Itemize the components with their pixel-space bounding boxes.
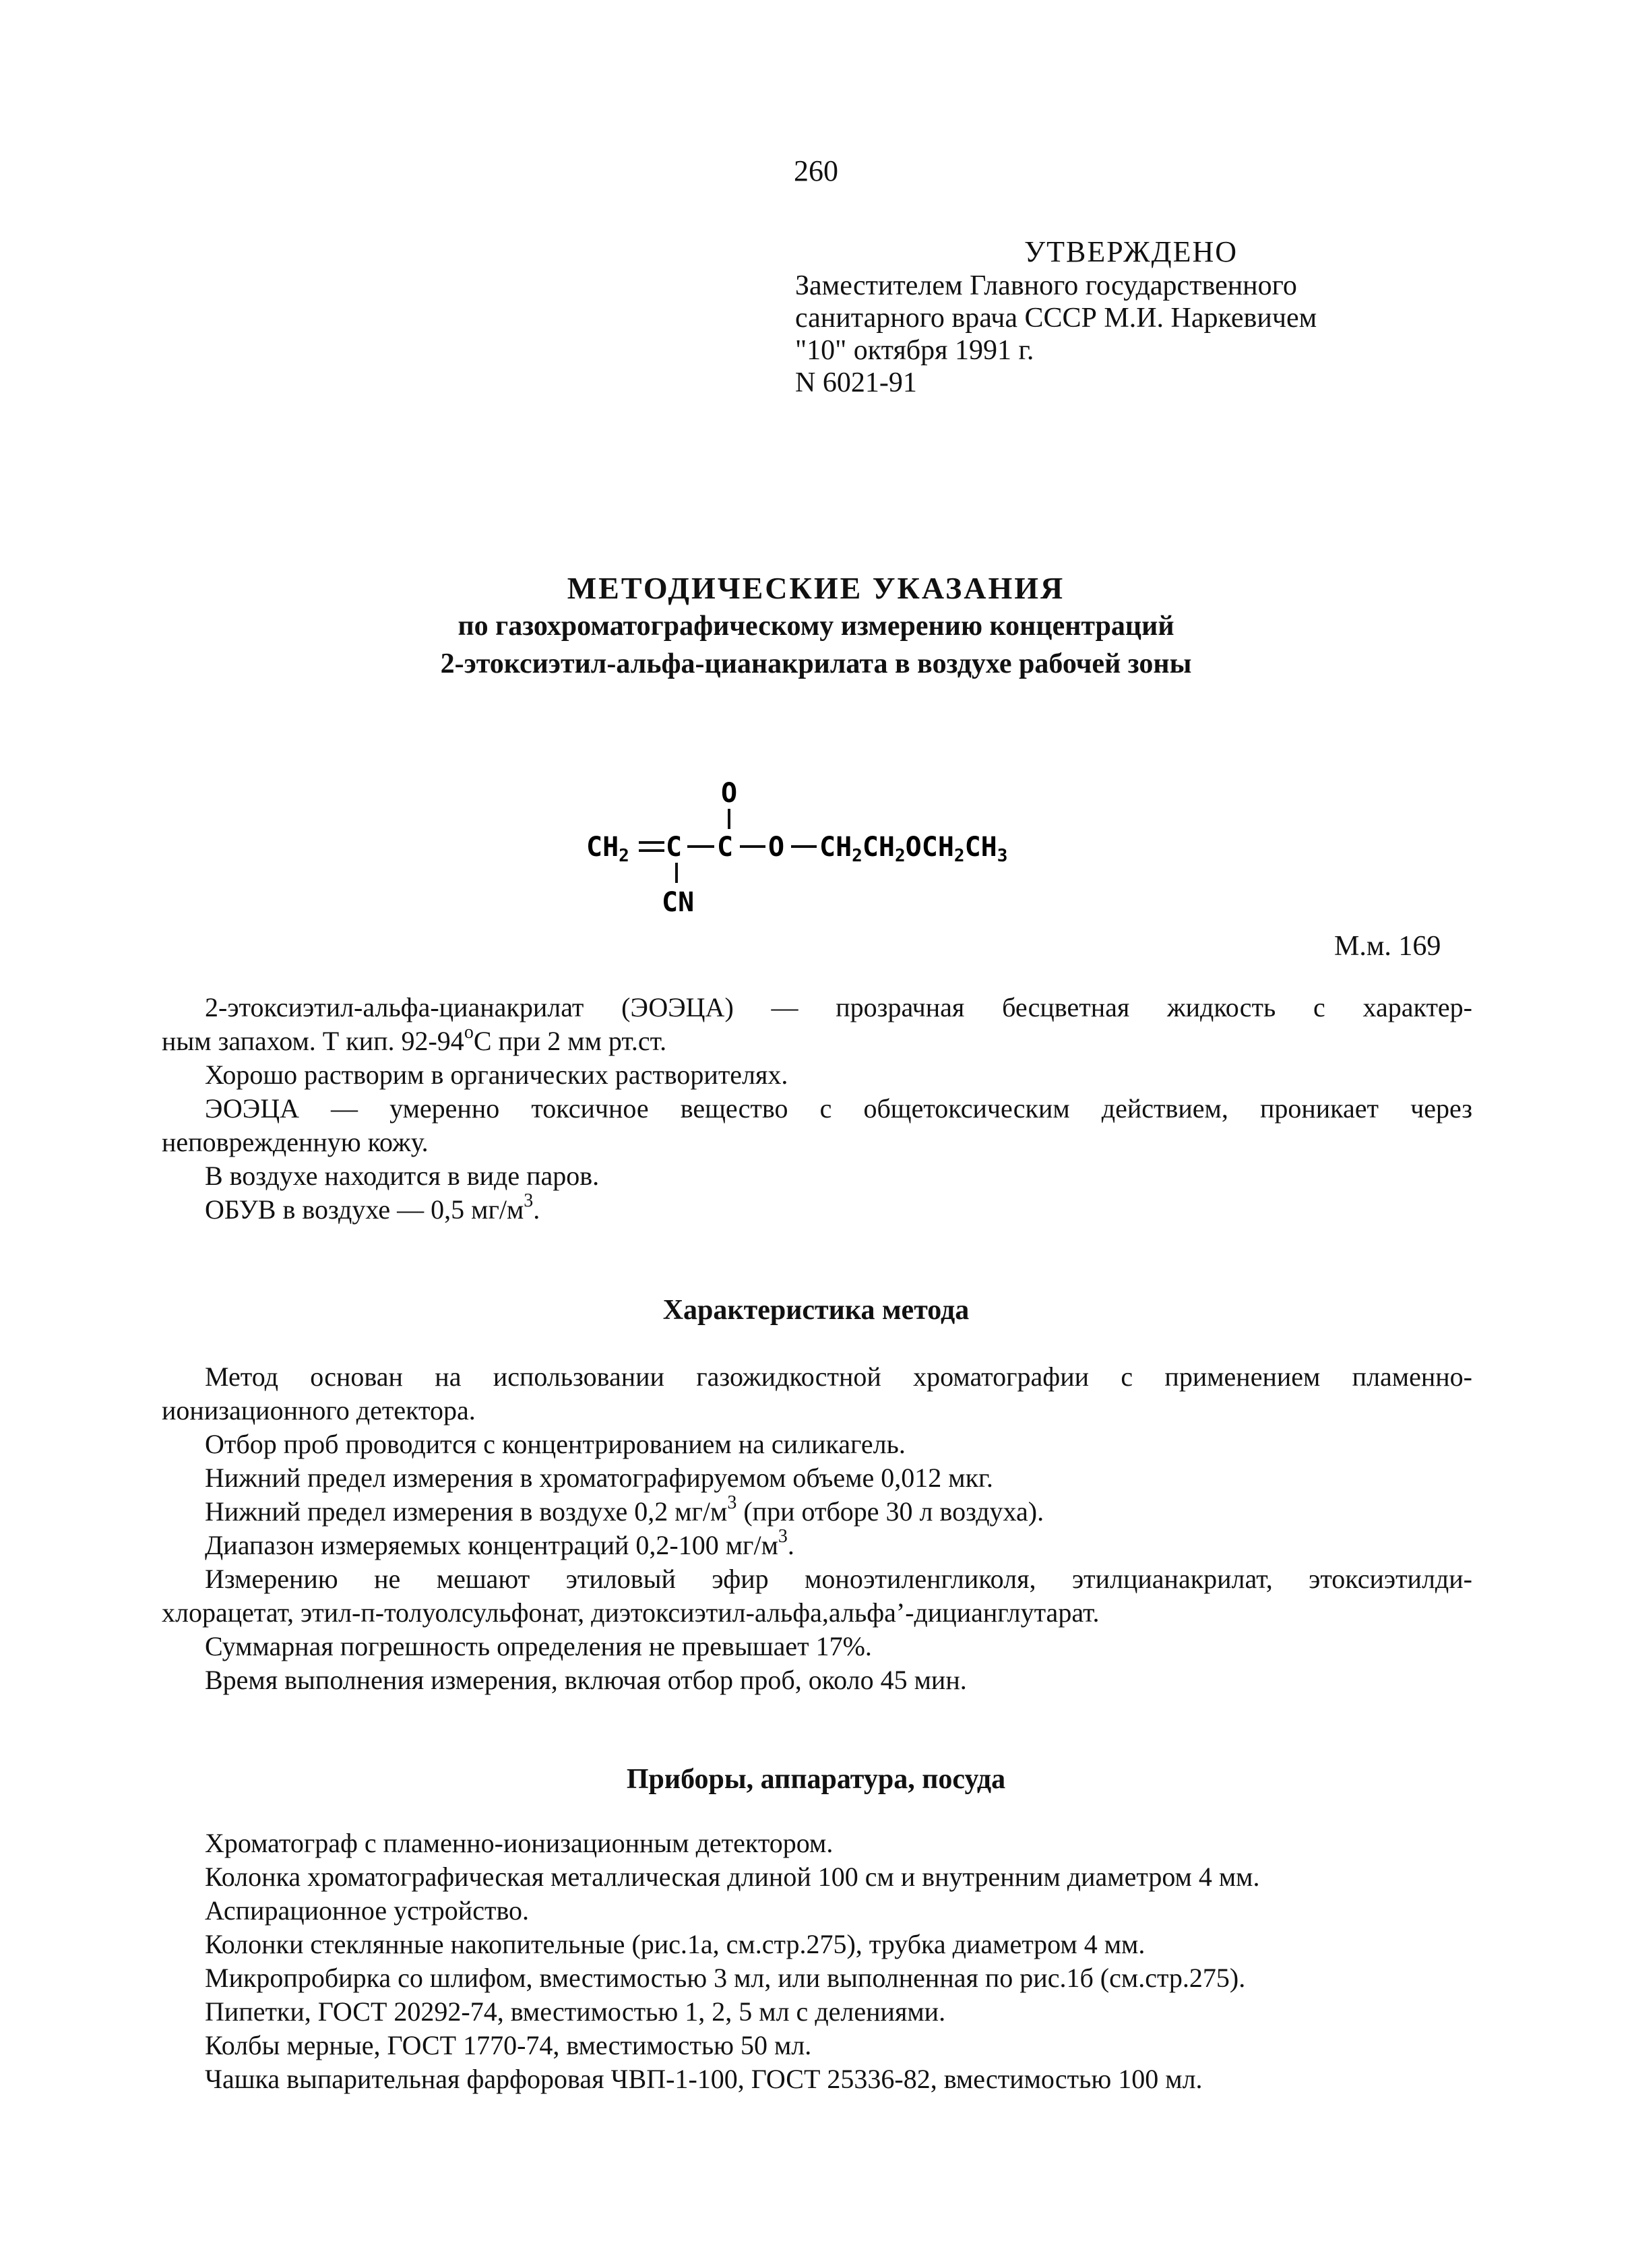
section-heading: Приборы, аппаратура, посуда: [626, 1764, 1006, 1795]
intro-section: [162, 991, 1472, 1227]
approval-block: [795, 236, 1317, 399]
formula-carbonyl-oxygen: O: [720, 778, 738, 809]
paragraph: Отбор проб проводится с концентрированием на силикагель.: [205, 1429, 906, 1459]
approval-heading: УТВЕРЖДЕНО: [1024, 235, 1238, 268]
title-main: МЕТОДИЧЕСКИЕ УКАЗАНИЯ: [567, 571, 1065, 605]
formula-cyano-group: CN: [662, 887, 695, 918]
paragraph: Метод основан на использовании газожидкостной хроматографии с применением пламенно-: [205, 1361, 1472, 1392]
list-item: Пипетки, ГОСТ 20292-74, вместимостью 1, 2, 5 мл с делениями.: [205, 1996, 946, 2027]
paragraph: Измерению не мешают этиловый эфир моноэтиленгликоля, этилцианакрилат, этоксиэтилди-: [205, 1564, 1472, 1594]
formula-tail: $CH_2CH_2OCH_2CH_3$: [819, 832, 1008, 866]
title-subtitle: по газохроматографическому измерению концентраций: [458, 611, 1174, 642]
title-subtitle: 2-этоксиэтил-альфа-цианакрилата в воздухе рабочей зоны: [440, 648, 1192, 679]
paragraph: неповрежденную кожу.: [162, 1127, 429, 1157]
page-number: 260: [794, 154, 838, 187]
approval-date: "10" октября 1991 г.: [795, 335, 1034, 366]
formula-ester-oxygen: O: [768, 832, 785, 863]
paragraph: В воздухе находится в виде паров.: [205, 1161, 600, 1191]
approval-line: санитарного врача СССР М.И. Наркевичем: [795, 303, 1317, 334]
formula-carbon-2: C: [717, 832, 734, 863]
molar-mass: М.м. 169: [1334, 931, 1441, 962]
paragraph: хлорацетат, этил-п-толуолсульфонат, диэтоксиэтил-альфа,альфа’-дицианглутарат.: [162, 1597, 1100, 1628]
formula-carbon-1: C: [666, 832, 683, 863]
structural-formula: [586, 775, 1193, 937]
list-item: Микропробирка со шлифом, вместимостью 3 мл, или выполненная по рис.1б (см.стр.275).: [205, 1963, 1246, 1993]
formula-ch2-left: $CH_2$: [586, 832, 629, 866]
paragraph: ЭОЭЦА — умеренно токсичное вещество с общетоксическим действием, проникает через: [205, 1093, 1472, 1124]
section-heading: Характеристика метода: [662, 1295, 970, 1326]
list-item: Хроматограф с пламенно-ионизационным детектором.: [205, 1828, 834, 1858]
paragraph: Суммарная погрешность определения не превышает 17%.: [205, 1631, 872, 1661]
paragraph: ОБУВ в воздухе — 0,5 $мг/м^3$.: [205, 1190, 540, 1225]
paragraph: Нижний предел измерения в воздухе 0,2 $мг/м^3$ (при отборе 30 л воздуха).: [205, 1492, 1044, 1527]
paragraph: Время выполнения измерения, включая отбор проб, около 45 мин.: [205, 1665, 967, 1695]
document-title: [0, 570, 1632, 683]
list-item: Колбы мерные, ГОСТ 1770-74, вместимостью 50 мл.: [205, 2030, 812, 2060]
approval-number: N 6021-91: [795, 367, 917, 398]
list-item: Аспирационное устройство.: [205, 1895, 530, 1926]
paragraph: Диапазон измеряемых концентраций 0,2-100 $мг/м^3$.: [205, 1525, 794, 1560]
equipment-section: [162, 1827, 1472, 2096]
list-item: Чашка выпарительная фарфоровая ЧВП-1-100, ГОСТ 25336-82, вместимостью 100 мл.: [205, 2064, 1203, 2094]
paragraph: Хорошо растворим в органических растворителях.: [205, 1060, 788, 1090]
paragraph: ным запахом. Т кип. $92-94^оС$ при 2 мм рт.ст.: [162, 1021, 667, 1056]
approval-line: Заместителем Главного государственного: [795, 270, 1297, 301]
paragraph: Нижний предел измерения в хроматографируемом объеме 0,012 мкг.: [205, 1463, 993, 1493]
list-item: Колонка хроматографическая металлическая длиной 100 см и внутренним диаметром 4 мм.: [205, 1862, 1260, 1892]
method-section: [162, 1360, 1472, 1697]
list-item: Колонки стеклянные накопительные (рис.1а, см.стр.275), трубка диаметром 4 мм.: [205, 1929, 1145, 1959]
paragraph: ионизационного детектора.: [162, 1395, 476, 1426]
paragraph: 2-этоксиэтил-альфа-цианакрилат (ЭОЭЦА) — прозрачная бесцветная жидкость с характер-: [205, 992, 1472, 1022]
